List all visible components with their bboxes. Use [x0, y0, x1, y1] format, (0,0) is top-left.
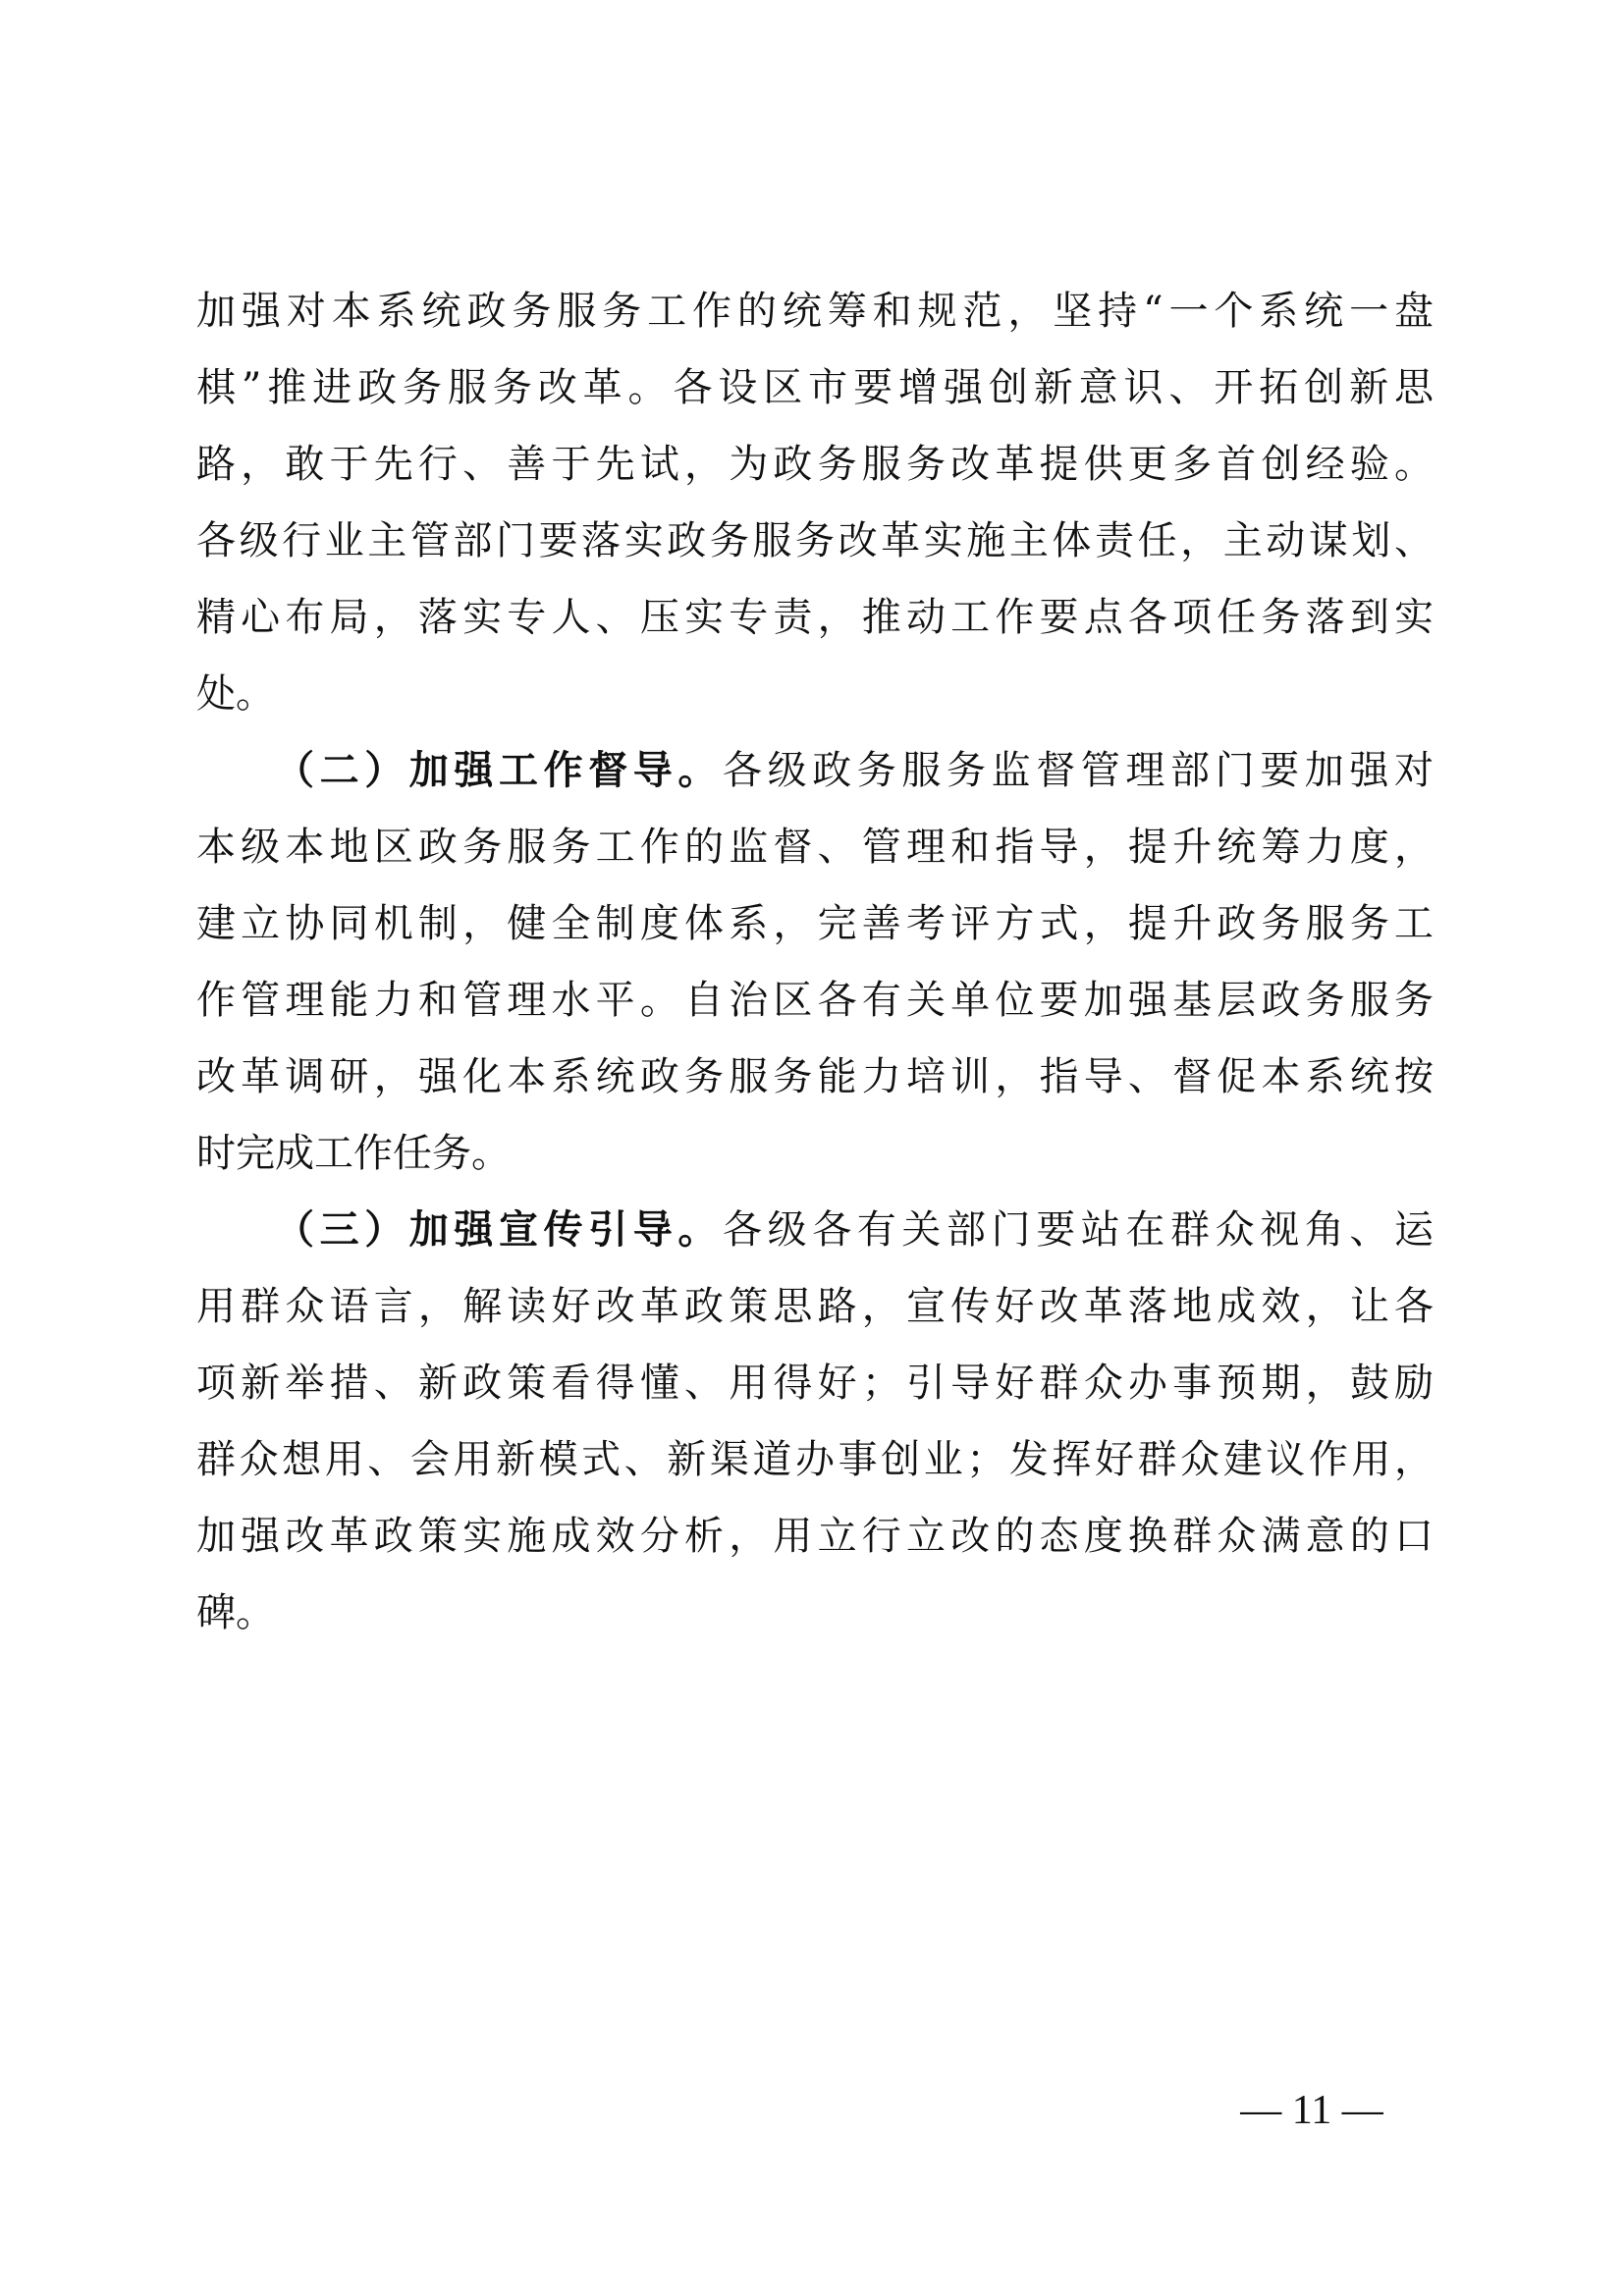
text-line: 精心布局，落实专人、压实专责，推动工作要点各项任务落到实: [196, 595, 1434, 640]
text-line: 时完成工作任务。: [196, 1131, 511, 1176]
paragraph-supervision: [196, 732, 1434, 1192]
text-line: 用群众语言，解读好改革政策思路，宣传好改革落地成效，让各: [196, 1284, 1434, 1329]
paragraph-first-line-text: 各级各有关部门要站在群众视角、运: [723, 1207, 1434, 1253]
text-line: 作管理能力和管理水平。自治区各有关单位要加强基层政务服务: [196, 978, 1434, 1023]
paragraph-first-line: [196, 732, 1434, 809]
paragraph-first-line: [196, 1192, 1434, 1268]
text-line: 加强改革政策实施成效分析，用立行立改的态度换群众满意的口: [196, 1514, 1434, 1559]
paragraph-organization-duty: [196, 273, 1434, 732]
paragraph-first-line-text: 各级政务服务监督管理部门要加强对: [723, 748, 1434, 793]
text-line: 碑。: [196, 1590, 275, 1635]
section-heading-supervision: （二）加强工作督导。: [275, 747, 723, 793]
text-line: 加强对本系统政务服务工作的统筹和规范，坚持“一个系统一盘: [196, 289, 1434, 334]
page-number: — 11 —: [1240, 2088, 1383, 2133]
text-line: 处。: [196, 671, 275, 717]
text-line: 项新举措、新政策看得懂、用得好；引导好群众办事预期，鼓励: [196, 1361, 1434, 1406]
paragraph-publicity: [196, 1192, 1434, 1651]
text-line: 棋”推进政务服务改革。各设区市要增强创新意识、开拓创新思: [196, 365, 1434, 410]
text-line: 路，敢于先行、善于先试，为政务服务改革提供更多首创经验。: [196, 442, 1434, 487]
text-line: 各级行业主管部门要落实政务服务改革实施主体责任，主动谋划、: [196, 518, 1434, 563]
text-line: 本级本地区政务服务工作的监督、管理和指导，提升统筹力度，: [196, 825, 1434, 870]
text-line: 群众想用、会用新模式、新渠道办事创业；发挥好群众建议作用，: [196, 1437, 1434, 1482]
text-line: 改革调研，强化本系统政务服务能力培训，指导、督促本系统按: [196, 1054, 1434, 1099]
section-heading-publicity: （三）加强宣传引导。: [275, 1206, 723, 1253]
text-line: 建立协同机制，健全制度体系，完善考评方式，提升政务服务工: [196, 901, 1434, 946]
document-body: [196, 273, 1434, 1651]
